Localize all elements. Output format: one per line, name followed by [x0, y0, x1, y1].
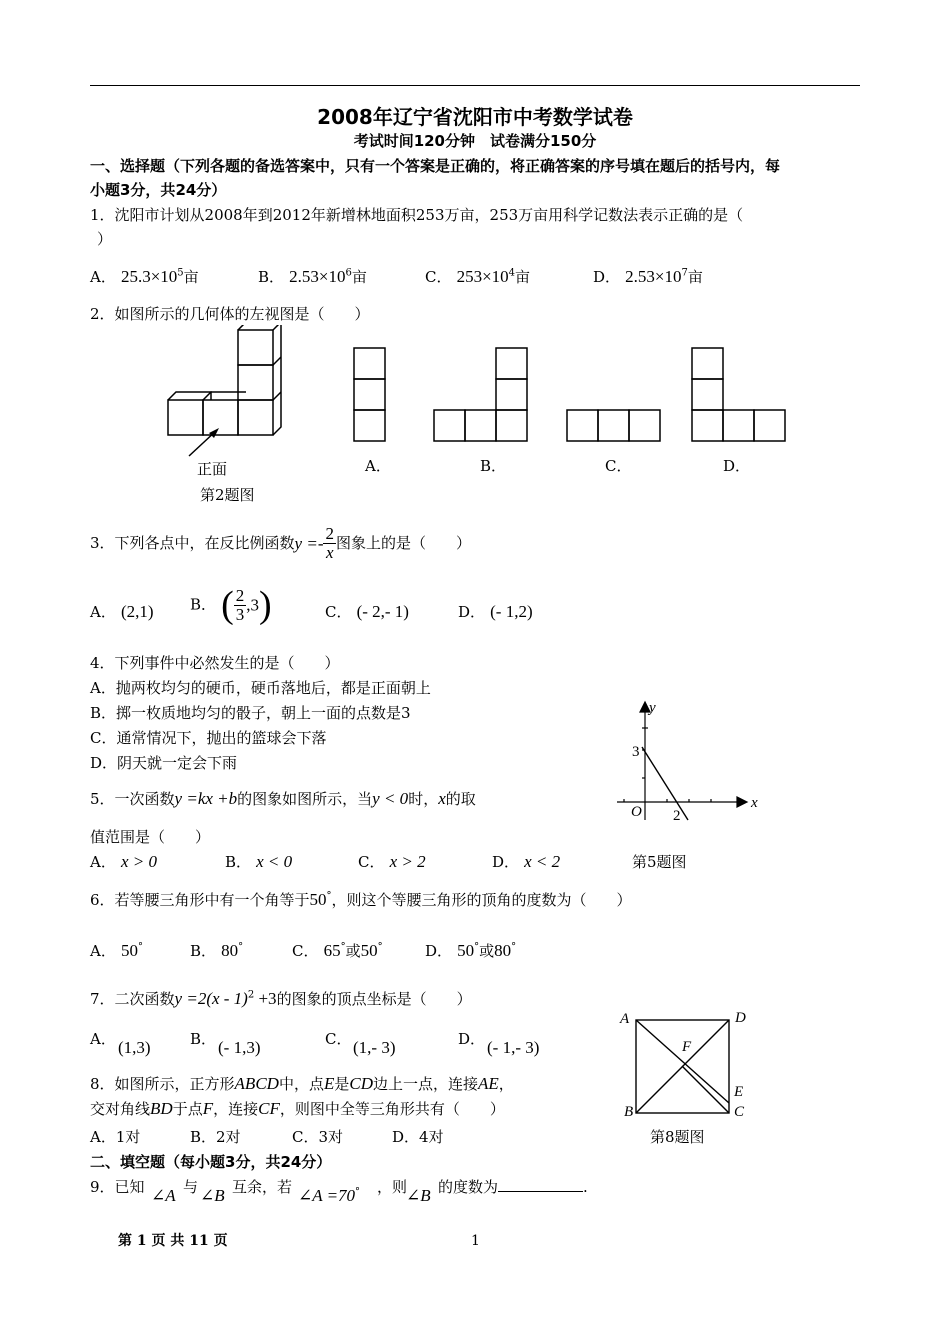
q2-figure-c — [567, 410, 660, 441]
q9-text-d: ，则 — [377, 1178, 408, 1196]
q8-text-cont: 交对角线BD于点F，连接CF，则图中全等三角形共有（ ） — [90, 1099, 505, 1118]
q8-option-b: B．2对 — [190, 1128, 241, 1146]
q2-front-label: 正面 — [197, 460, 228, 478]
segment-ae — [636, 1020, 729, 1103]
q5-text-cont: 值范围是（ ） — [90, 828, 211, 846]
q9-angle-b: ∠B — [200, 1186, 225, 1205]
q7-option-a: (1,3) — [118, 1038, 151, 1057]
x-axis-label: x — [751, 795, 758, 811]
footer-page-number: 1 — [471, 1233, 480, 1249]
q8-caption: 第8题图 — [650, 1128, 705, 1146]
section1-heading-line2: 小题3分，共24分） — [90, 181, 227, 199]
q2-figure-a — [354, 348, 385, 441]
q6-option-a: A． 50° — [90, 941, 143, 960]
origin-label: O — [631, 804, 642, 820]
q9-text-c: 互余，若 — [232, 1178, 293, 1196]
q2-option-figures — [350, 345, 790, 445]
q2-label-a: A． — [365, 457, 391, 475]
label-b: B — [624, 1104, 634, 1120]
q2-text: 2．如图所示的几何体的左视图是（ ） — [90, 305, 370, 323]
label-f: F — [682, 1039, 692, 1055]
q3-option-d: D． (- 1,2) — [458, 602, 533, 621]
q5-option-c: C． x > 2 — [358, 852, 426, 871]
q2-solid-figure — [160, 325, 295, 445]
q5-option-d: D． x < 2 — [492, 852, 561, 871]
q8-text: 8．如图所示，正方形ABCD中，点E是CD边上一点，连接AE， — [90, 1074, 514, 1093]
q5-text: 5．一次函数y =kx +b的图象如图所示，当y < 0时，x的取 — [90, 789, 476, 808]
q7-option-c: (1,- 3) — [353, 1038, 396, 1057]
q4-option-a: A．抛两枚均匀的硬币，硬币落地后，都是正面朝上 — [90, 679, 431, 697]
label-e: E — [734, 1084, 744, 1100]
q1-option-c: C． $253\times 10^4$亩 — [425, 267, 531, 286]
q6-option-d: D． 50°或80° — [425, 941, 517, 960]
q2-label-b: B． — [480, 457, 507, 475]
q2-figure-d — [692, 348, 785, 441]
q7-option-d-label: D． — [458, 1030, 486, 1048]
q2-label-c: C． — [605, 457, 632, 475]
section2-heading: 二、填空题（每小题3分，共24分） — [90, 1153, 332, 1171]
q1-text: 1．沈阳市计划从2008年到2012年新增林地面积253万亩，253万亩用科学记数法表示正确的是（ — [90, 206, 744, 224]
q4-option-c: C．通常情况下，抛出的篮球会下落 — [90, 729, 327, 747]
q9-text-e: 的度数为 . — [438, 1178, 588, 1196]
page-title: 2008年辽宁省沈阳市中考数学试卷 — [317, 105, 633, 129]
q6-option-c: C． 65°或50° — [292, 941, 383, 960]
q9-text-a: 9．已知 — [90, 1178, 145, 1196]
q1-option-b: B． $2.53\times 10^6$亩 — [258, 267, 367, 286]
q5-graph — [612, 695, 767, 830]
q1-option-a: A． $25.3\times 10^5$亩 — [90, 267, 199, 286]
q1-text-cont: ） — [97, 230, 113, 248]
y-axis-label: y — [649, 700, 656, 716]
q3-option-b: B． ( $\frac{2}{3}$ ,3) — [190, 584, 272, 626]
q7-option-b: (- 1,3) — [218, 1038, 261, 1057]
q5-option-b: B． x < 0 — [225, 852, 293, 871]
q4-text: 4．下列事件中必然发生的是（ ） — [90, 654, 340, 672]
q3-option-c: C． (- 2,- 1) — [325, 602, 409, 621]
q9-answer-blank — [498, 1177, 583, 1192]
q1-option-d: D． $2.53\times 10^7$亩 — [593, 267, 703, 286]
q5-function-line — [642, 747, 688, 820]
label-d: D — [735, 1010, 746, 1026]
label-c: C — [734, 1104, 745, 1120]
q5-caption: 第5题图 — [632, 853, 687, 871]
q4-option-d: D．阴天就一定会下雨 — [90, 754, 238, 772]
q3-fraction: $\frac{2}{x}$ — [325, 524, 334, 562]
q7-option-d: (- 1,- 3) — [487, 1038, 540, 1057]
exam-info: 考试时间120分钟 试卷满分150分 — [353, 132, 597, 150]
q2-figure-b — [434, 348, 527, 441]
front-arrow — [185, 425, 225, 460]
q3-option-a: A． (2,1) — [90, 602, 154, 621]
q9-condition: ∠A =70° — [298, 1186, 361, 1205]
q8-option-a: A．1对 — [90, 1128, 141, 1146]
x-intercept-label: 2 — [673, 808, 681, 824]
footer-page-info: 第 1 页 共 11 页 — [118, 1233, 228, 1249]
q5-option-a: A． x > 0 — [90, 852, 157, 871]
q6-text: 6．若等腰三角形中有一个角等于50°，则这个等腰三角形的顶角的度数为（ ） — [90, 890, 632, 909]
q3-text: 3．下列各点中，在反比例函数y =- $\frac{2}{x}$ 图象上的是（ ） — [90, 524, 471, 562]
q8-option-c: C．3对 — [292, 1128, 344, 1146]
q7-option-a-label: A． — [90, 1030, 116, 1048]
q7-option-c-label: C． — [325, 1030, 352, 1048]
section1-heading-line1: 一、选择题（下列各题的备选答案中，只有一个答案是正确的，将正确答案的序号填在题后的括号内，每 — [90, 157, 781, 175]
q8-figure — [615, 1005, 755, 1123]
label-a: A — [620, 1011, 630, 1027]
y-intercept-label: 3 — [632, 744, 640, 760]
q6-option-b: B． 80° — [190, 941, 244, 960]
q8-option-d: D．4对 — [392, 1128, 444, 1146]
q2-label-d: D． — [723, 457, 751, 475]
q9-angle-b2: ∠B — [406, 1186, 431, 1205]
header-rule — [90, 85, 860, 86]
q2-caption: 第2题图 — [200, 486, 255, 504]
segment-cf — [682, 1066, 729, 1113]
q4-option-b: B．掷一枚质地均匀的骰子，朝上一面的点数是3 — [90, 704, 411, 722]
q9-text-b: 与 — [183, 1178, 199, 1196]
q7-text: 7．二次函数y =2(x - 1)$^2$ +3的图象的顶点坐标是（ ） — [90, 989, 472, 1008]
q7-option-b-label: B． — [190, 1030, 217, 1048]
q9-angle-a: ∠A — [151, 1186, 176, 1205]
